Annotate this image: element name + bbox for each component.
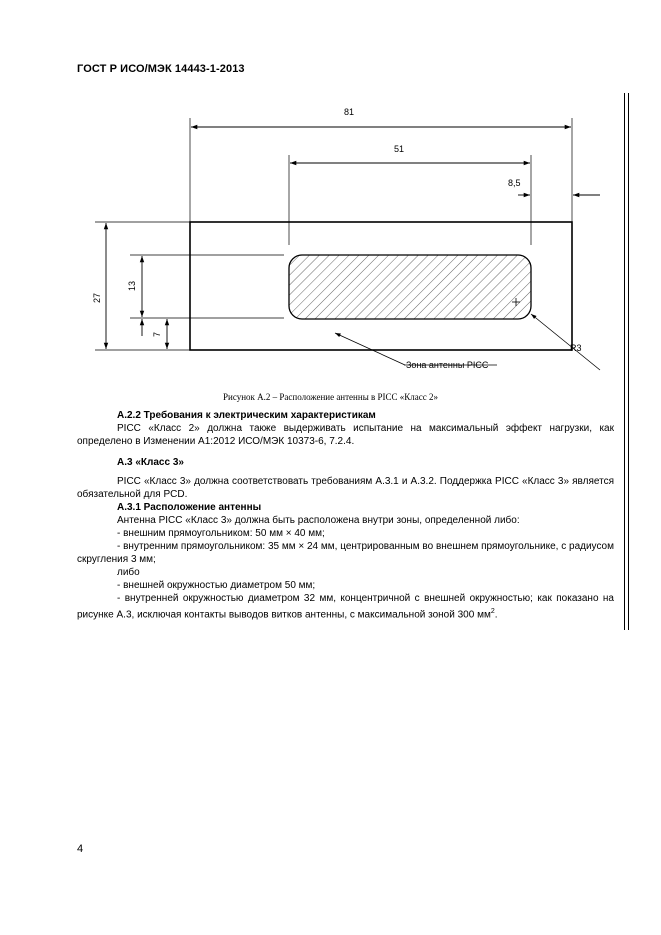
paragraph: PICC «Класс 2» должна также выдерживать испытание на максимальный эффект нагрузки, как определено в Изменении А1:2012 ИСО/МЭК 10373-6, 7.2.4. [77, 423, 614, 447]
antenna-placement-figure [0, 0, 661, 400]
superscript: 2 [490, 608, 495, 615]
section-a3 [77, 456, 614, 469]
list-item-end: . [494, 609, 498, 621]
list-item [77, 592, 614, 621]
section-a3-body [77, 475, 614, 621]
paragraph: PICC «Класс 3» должна соответствовать требованиям А.3.1 и А.3.2. Поддержка PICC «Класс 3» является обязательной для PCD. [77, 476, 614, 500]
antenna-zone [289, 255, 531, 319]
radius-label: R3 [570, 343, 582, 353]
dimension-81-label: 81 [344, 107, 355, 117]
dimension-27-label: 27 [92, 292, 102, 303]
section-heading: А.3 «Класс 3» [117, 457, 184, 468]
zone-label-leader [335, 333, 405, 365]
paragraph: Антенна PICC «Класс 3» должна быть расположена внутри зоны, определенной либо: [117, 515, 520, 526]
antenna-zone-label: Зона антенны PICC [406, 360, 489, 370]
dimension-13-label: 13 [127, 280, 137, 291]
page-number: 4 [77, 843, 84, 855]
dimension-8-5-label: 8,5 [508, 178, 521, 188]
list-item-text: - внутренней окружностью диаметром 32 мм, концентричной с внешней окружностью; как показано на рисунке А.3, исключая контакты выводов витков антенны, с максимальной зоной 300 мм [77, 593, 614, 621]
document-header: ГОСТ Р ИСО/МЭК 14443-1-2013 [77, 63, 245, 75]
section-a22 [77, 409, 614, 448]
list-item: - внешним прямоугольником: 50 мм × 40 мм; [117, 528, 325, 539]
paragraph: либо [117, 567, 140, 578]
dimension-7-label: 7 [152, 331, 162, 337]
figure-caption: Рисунок А.2 – Расположение антенны в PICC «Класс 2» [223, 392, 438, 402]
list-item: - внешней окружностью диаметром 50 мм; [117, 580, 316, 591]
section-heading: А.3.1 Расположение антенны [117, 502, 262, 513]
dimension-51-label: 51 [394, 144, 405, 154]
list-item: - внутренним прямоугольником: 35 мм × 24 мм, центрированным во внешнем прямоугольнике, с радиусом скругления 3 мм; [77, 541, 614, 565]
radius-leader [531, 314, 600, 370]
section-heading: А.2.2 Требования к электрическим характеристикам [117, 410, 376, 421]
